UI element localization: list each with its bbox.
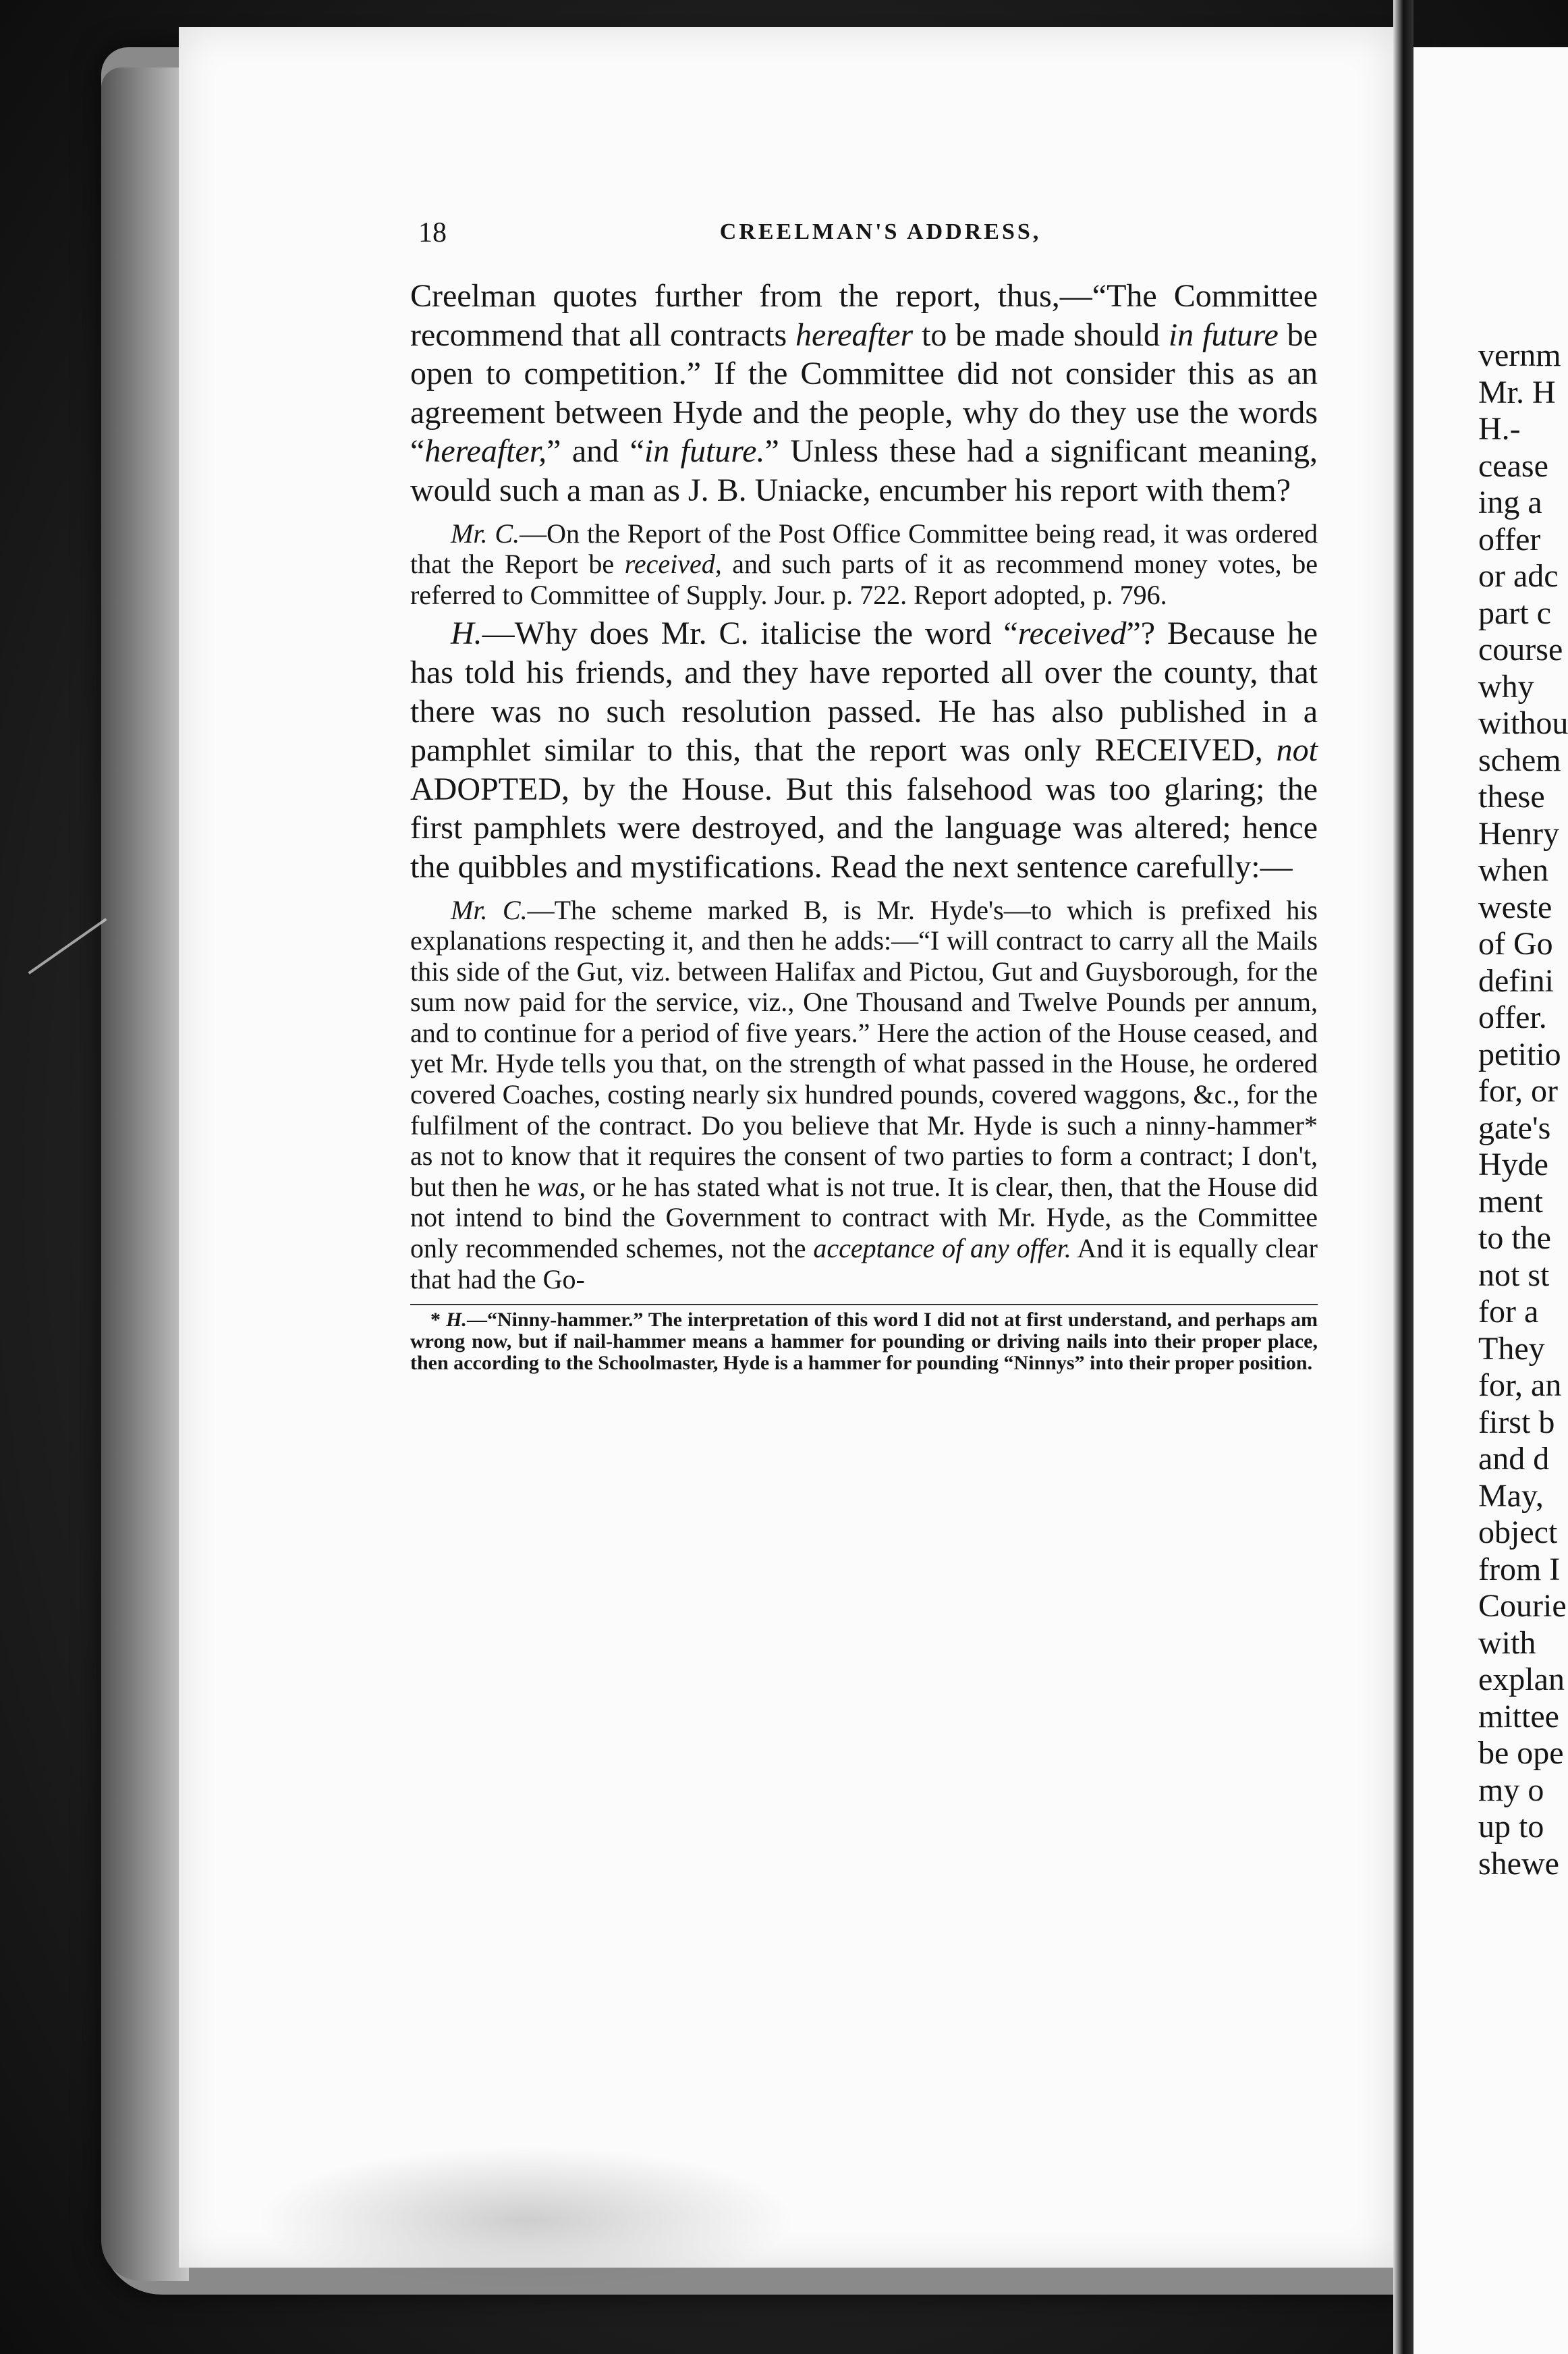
right-page-line: object xyxy=(1478,1514,1558,1550)
right-page-line: for, or xyxy=(1478,1073,1559,1109)
right-page-line: my o xyxy=(1478,1772,1544,1808)
paper-stain xyxy=(256,2146,796,2295)
right-page-line: with xyxy=(1478,1624,1536,1661)
right-page-line: weste xyxy=(1478,889,1552,925)
text-run: hereafter, xyxy=(424,433,547,470)
right-page-line: from I xyxy=(1478,1551,1561,1587)
text-run: in future. xyxy=(644,433,765,470)
right-page-line: or adc xyxy=(1478,558,1559,594)
text-run: H. xyxy=(446,1309,467,1332)
text-run: * xyxy=(430,1309,447,1332)
paragraph xyxy=(410,277,1318,510)
text-run: hereafter xyxy=(795,317,914,353)
text-run: in future xyxy=(1168,317,1279,353)
text-run: —The scheme marked B, is Mr. Hyde's—to which is prefixed his explanations respecting it, and then he adds:—“I will contract to carry all the Mails this side of the Gut, viz. between Halifax and Pictou, Gut and Guysborough, for the sum now paid for the service, viz., One Thousand and Twelve Pounds per annum, and to continue for a period of five years.” Here the action of the House ceased, and yet Mr. Hyde tells you that, on the strength of what passed in the House, he ordered covered Coaches, costing nearly six hundred pounds, covered waggons, &c., for the fulfilment of the contract. Do you believe that Mr. Hyde is such a ninny-hammer* as not to know that it requires the consent of two parties to form a contract; I don't, but then he xyxy=(410,894,1318,1202)
right-page-line: of Go xyxy=(1478,926,1553,962)
right-page-line: offer. xyxy=(1478,1000,1547,1035)
text-run: ” and “ xyxy=(547,433,644,470)
right-page-line: Henry xyxy=(1478,815,1559,852)
text-run: received, xyxy=(624,549,722,580)
right-page-line: offer xyxy=(1478,521,1541,557)
text-run: Mr. C. xyxy=(451,894,528,925)
text-run: Mr. C. xyxy=(451,518,520,549)
right-page-line: these xyxy=(1478,779,1545,815)
text-run: received xyxy=(1017,615,1127,652)
right-page-line: for a xyxy=(1478,1294,1539,1330)
right-page-line: to the xyxy=(1478,1220,1551,1256)
text-run: or he has stated what is not true. It is clear, then, that the House did not intend to bind the Government to contract with Mr. Hyde, as the Committee only recommended schemes, not the xyxy=(410,1171,1318,1264)
right-page-line: first b xyxy=(1478,1404,1555,1440)
text-run: —“Ninny-hammer.” The interpretation of this word I did not at first understand, and perhaps am wrong now, but if nail-hammer means a hammer for pounding or driving nails into their proper place, then according to the Schoolmaster, Hyde is a hammer for pounding “Ninnys” into their proper position. xyxy=(410,1309,1318,1375)
text-run: be open to competition.” If the Committee did not consider this as an agreement between Hyde and the people, why do they use the words “ xyxy=(410,317,1318,470)
right-page-line: petitio xyxy=(1478,1036,1561,1072)
text-run: —On the Report of the Post Office Committee being read, it was ordered that the Report be xyxy=(410,518,1318,580)
right-page-line: cease xyxy=(1478,447,1548,484)
text-run: and such parts of it as recommend money votes, be referred to Committee of Supply. Jour. p. 722. Report adopted, p. 796. xyxy=(410,549,1318,610)
text-run: Creelman quotes further from the report, thus,—“The Committee recommend that all contracts xyxy=(410,278,1318,353)
text-run: to be made should xyxy=(913,317,1169,353)
right-page-line: mittee xyxy=(1478,1698,1559,1734)
right-page-line: schem xyxy=(1478,742,1561,778)
text-run: ” Unless these had a significant meaning, would such a man as J. B. Uniacke, encumber his report with them? xyxy=(410,433,1318,508)
text-run: And it is equally clear that had the Go- xyxy=(410,1233,1318,1294)
right-page-line: be ope xyxy=(1478,1735,1564,1771)
footnote-rule xyxy=(410,1304,1318,1305)
right-page-line: Hyde xyxy=(1478,1147,1548,1182)
text-run: ADOPTED, by the House. But this falsehood was too glaring; the first pamphlets were destroyed, and the language was altered; hence the quibbles and mystifications. Read the next sentence carefully:— xyxy=(410,771,1318,885)
right-page-text xyxy=(1478,337,1568,1882)
text-run: —Why does Mr. C. italicise the word “ xyxy=(482,615,1018,652)
right-page-line: not st xyxy=(1478,1257,1550,1293)
right-page-line: explan xyxy=(1478,1662,1565,1697)
right-page-line: Mr. H xyxy=(1478,374,1556,410)
text-run: not xyxy=(1276,732,1318,769)
right-page-line: shewe xyxy=(1478,1845,1559,1882)
right-page-line: course xyxy=(1478,632,1563,667)
right-page-line: up to xyxy=(1478,1809,1544,1844)
right-page-line: withou xyxy=(1478,705,1568,741)
text-run: was, xyxy=(536,1171,586,1202)
right-page-line: defini xyxy=(1478,962,1554,999)
right-page-line: why xyxy=(1478,668,1534,705)
right-page-line: May, xyxy=(1478,1477,1544,1514)
right-page-line: and d xyxy=(1478,1441,1550,1477)
text-run: acceptance of any offer. xyxy=(813,1233,1071,1264)
text-run: ”? Because he has told his friends, and they have reported all over the county, that there was no such resolution passed. He has also published in a pamphlet similar to this, that the report was only RECEIVED, xyxy=(410,615,1318,769)
right-page-line: Courie xyxy=(1478,1588,1567,1624)
running-head xyxy=(418,217,1316,248)
page-number: 18 xyxy=(418,217,447,248)
right-page-line: ing a xyxy=(1478,485,1542,520)
text-column xyxy=(410,277,1318,1374)
book-gutter xyxy=(1393,0,1413,2354)
right-page-line: when xyxy=(1478,852,1548,888)
right-page-line: H.- xyxy=(1478,411,1521,447)
worn-page-edge xyxy=(101,67,189,2281)
right-page-line: for, an xyxy=(1478,1367,1562,1403)
paragraph xyxy=(410,614,1318,886)
right-page xyxy=(1413,47,1568,2354)
running-title: CREELMAN'S ADDRESS, xyxy=(719,219,1042,244)
right-page-line: part c xyxy=(1478,595,1551,631)
quoted-minutes xyxy=(410,895,1318,1295)
right-page-line: vernm xyxy=(1478,337,1561,373)
footnote xyxy=(410,1309,1318,1374)
quoted-minutes xyxy=(410,518,1318,611)
text-run: H. xyxy=(451,615,482,652)
right-page-line: They xyxy=(1478,1330,1545,1367)
right-page-line: gate's xyxy=(1478,1110,1551,1146)
right-page-line: ment xyxy=(1478,1183,1543,1220)
